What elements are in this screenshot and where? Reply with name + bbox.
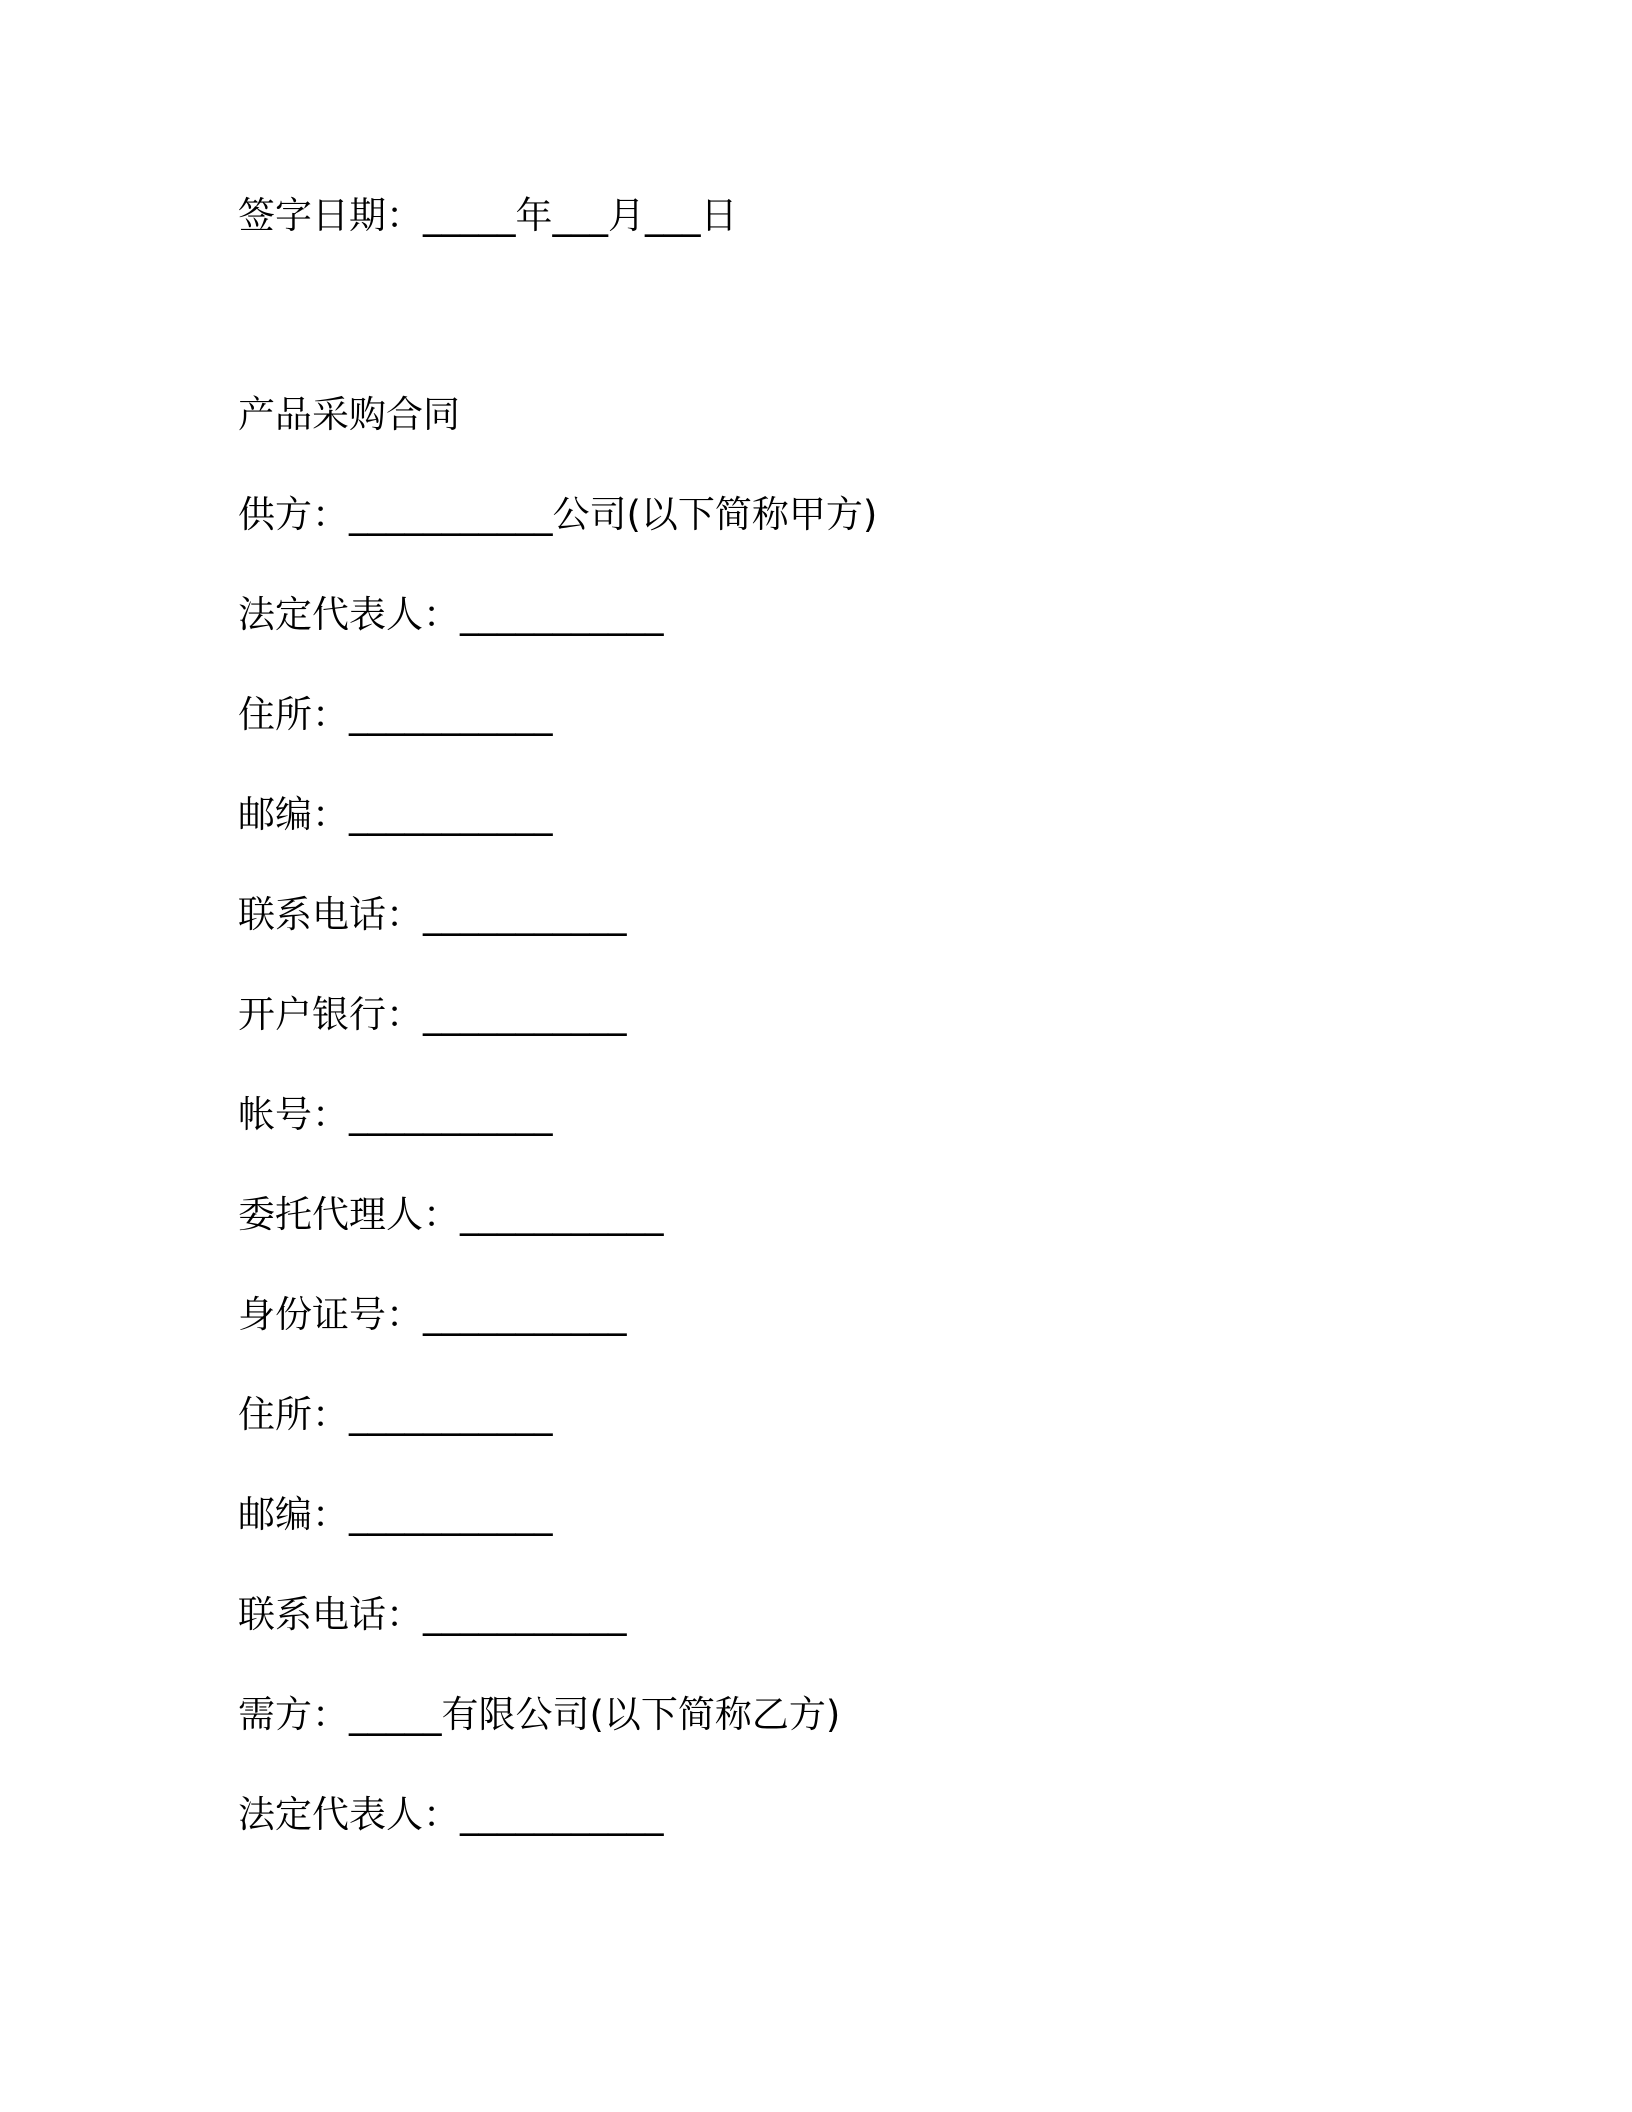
contract-title: 产品采购合同 xyxy=(238,393,460,436)
supplier-postcode-line: 邮编：___________ xyxy=(238,793,553,836)
buyer-legal-rep-line: 法定代表人：___________ xyxy=(238,1793,664,1836)
agent-address-line: 住所：___________ xyxy=(238,1393,553,1436)
supplier-address-line: 住所：___________ xyxy=(238,693,553,736)
buyer-line: 需方：_____有限公司(以下简称乙方) xyxy=(238,1693,841,1736)
agent-phone-line: 联系电话：___________ xyxy=(238,1593,627,1636)
sign-date-line: 签字日期：_____年___月___日 xyxy=(238,194,738,237)
supplier-bank-line: 开户银行：___________ xyxy=(238,993,627,1036)
agent-postcode-line: 邮编：___________ xyxy=(238,1493,553,1536)
supplier-account-line: 帐号：___________ xyxy=(238,1093,553,1136)
agent-id-line: 身份证号：___________ xyxy=(238,1293,627,1336)
supplier-line: 供方：___________公司(以下简称甲方) xyxy=(238,493,878,536)
agent-line: 委托代理人：___________ xyxy=(238,1193,664,1236)
supplier-phone-line: 联系电话：___________ xyxy=(238,893,627,936)
supplier-legal-rep-line: 法定代表人：___________ xyxy=(238,593,664,636)
